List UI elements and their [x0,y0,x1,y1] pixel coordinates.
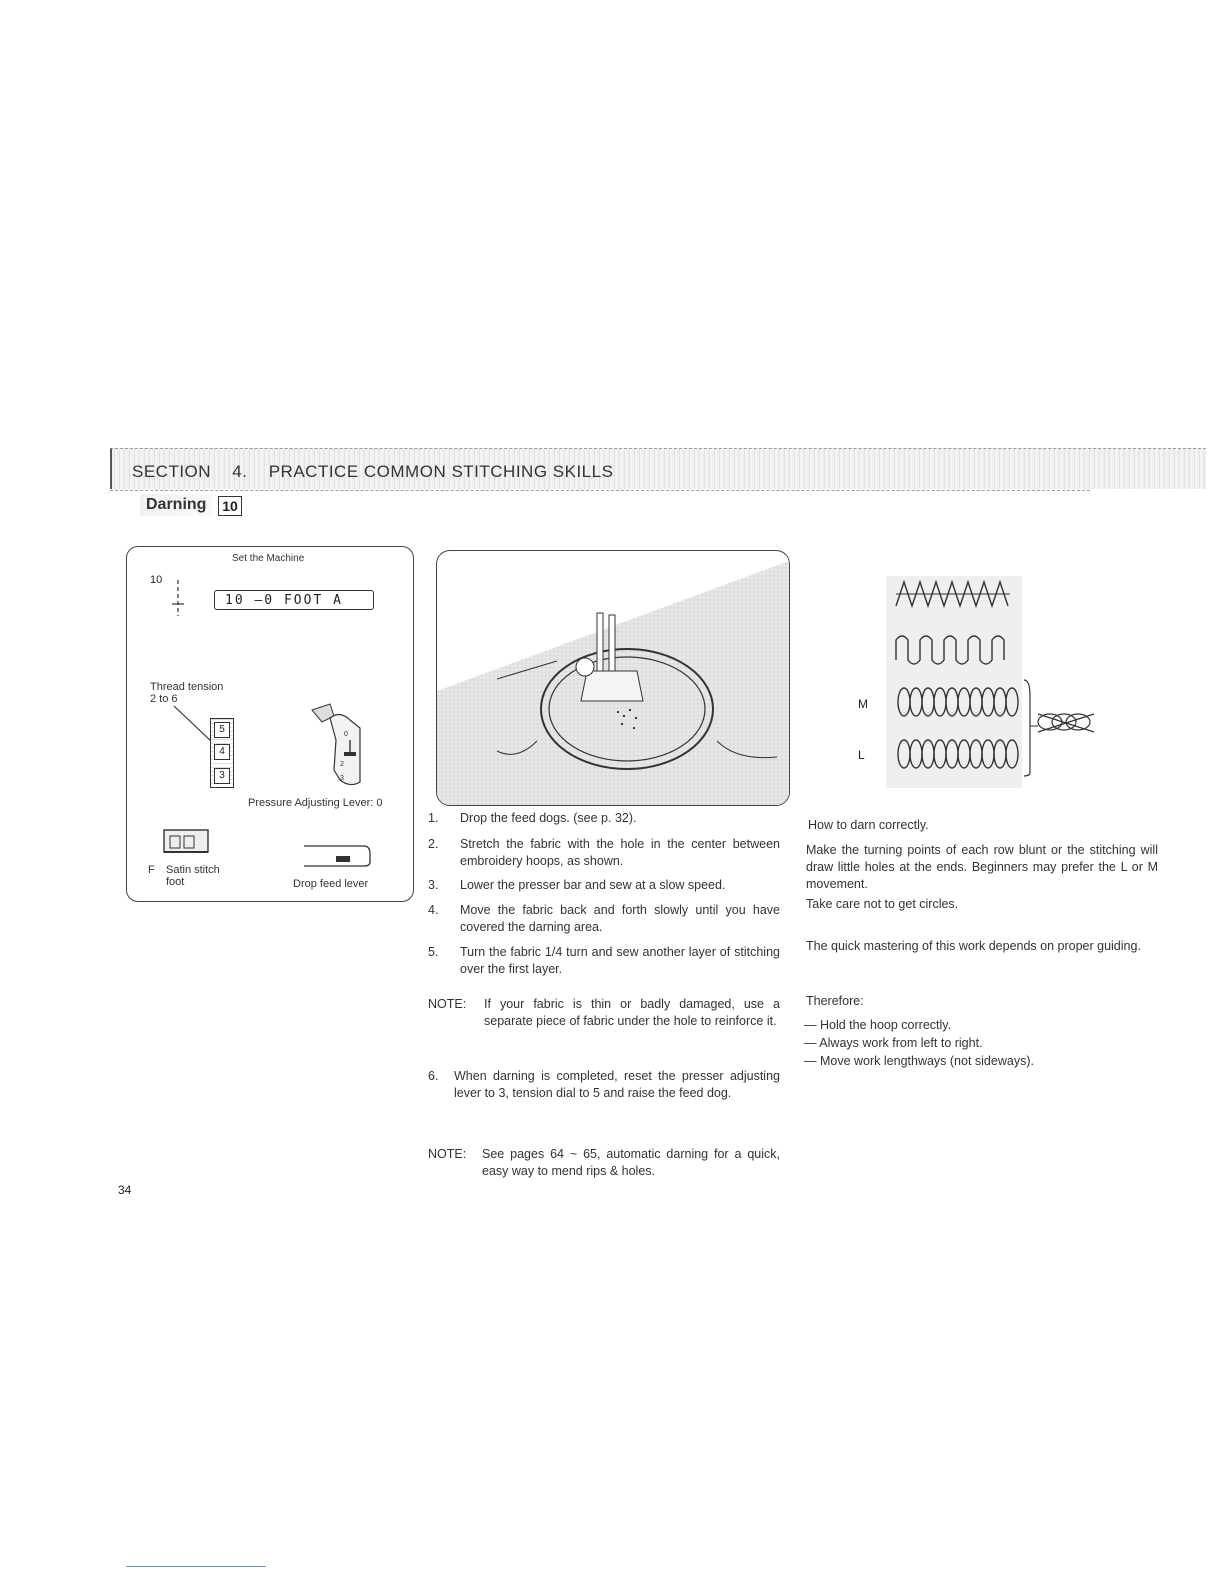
divider [126,1566,266,1567]
satin-stitch-foot-icon [162,826,214,860]
dial-number: 5 [214,722,230,738]
how-to-heading: How to darn correctly. [808,818,929,832]
embroidery-hoop-icon [437,551,789,805]
step-number: 6. [428,1069,439,1083]
list-item [428,1068,784,1124]
note-label: NOTE: [428,997,467,1011]
bullet-text: Move work lengthways (not sideways). [819,1054,1034,1068]
list-item [428,944,784,984]
list-item: — Hold the hoop correctly. [804,1018,952,1032]
label-m: M [858,697,868,711]
list-item: — Move work lengthways (not sideways). [804,1054,1034,1068]
step-text: Stretch the fabric with the hole in the center between embroidery hoops, as shown. [460,837,780,868]
foot-label: Satin stitch [166,864,220,876]
list-item: — Always work from left to right. [804,1036,983,1050]
step-text: Move the fabric back and forth slowly until you have covered the darning area. [460,903,780,934]
therefore-label: Therefore: [806,994,864,1008]
drop-feed-lever-icon [300,842,372,870]
set-machine-title: Set the Machine [232,553,305,564]
bullet-text: Always work from left to right. [819,1036,983,1050]
pressure-lever-label: Pressure Adjusting Lever: 0 [248,797,383,809]
stitch-pattern-diagram [880,576,1106,788]
paragraph-1b: Take care not to get circles. [806,897,959,911]
section-header [132,462,629,482]
note-2 [428,1146,784,1186]
list-item [428,810,784,830]
pattern-number-badge: 10 [218,496,242,516]
list-item [428,902,784,942]
step-number: 2. [428,837,439,851]
lcd-display: 10 —0 FOOT A [214,590,374,610]
straight-stitch-icon [168,578,192,618]
list-item [428,877,784,897]
step-number: 1. [428,811,439,825]
page-title: Darning [140,494,212,516]
thread-tension-label: Thread tension [150,681,224,693]
step-text: When darning is completed, reset the presser adjusting lever to 3, tension dial to 5 and raise the feed dog. [454,1069,780,1100]
dial-number: 3 [214,768,230,784]
thread-tension-value: 2 to 6 [150,693,178,705]
svg-text:2: 2 [340,761,344,768]
step-text: Drop the feed dogs. (see p. 32). [460,811,637,825]
page-number: 34 [118,1183,132,1197]
paragraph-2: The quick mastering of this work depends on proper guiding. [806,939,1141,953]
note-label: NOTE: [428,1147,467,1161]
hoop-illustration [436,550,790,806]
section-rule [110,490,1090,491]
foot-label-2: foot [166,876,185,888]
foot-letter: F [148,864,155,876]
bullet-text: Hold the hoop correctly. [819,1018,952,1032]
label-l: L [858,748,865,762]
note-text: See pages 64 ~ 65, automatic darning for a quick, easy way to mend rips & holes. [482,1147,780,1178]
list-item [428,836,784,876]
step-number: 5. [428,945,439,959]
pattern-label: 10 [150,574,163,586]
section-label: SECTION [132,462,212,481]
section-title: PRACTICE COMMON STITCHING SKILLS [268,462,614,481]
step-number: 4. [428,903,439,917]
svg-text:3: 3 [340,775,344,782]
svg-text:0: 0 [344,731,348,738]
feed-lever-label: Drop feed lever [293,878,369,890]
paragraph-1: Make the turning points of each row blunt or the stitching will draw little holes at the ends. Beginners may prefer the L or M movement. [806,843,1158,891]
step-number: 3. [428,878,439,892]
pressure-lever-icon [300,700,370,788]
section-number: 4. [232,462,248,481]
step-text: Lower the presser bar and sew at a slow speed. [460,878,726,892]
step-text: Turn the fabric 1/4 turn and sew another layer of stitching over the first layer. [460,945,780,976]
dial-number: 4 [214,744,230,760]
circle-stitch-icon [1038,714,1094,732]
tension-dial-icon [210,718,234,788]
note-text: If your fabric is thin or badly damaged, use a separate piece of fabric under the hole to reinforce it. [484,997,780,1028]
note-1 [428,996,784,1052]
